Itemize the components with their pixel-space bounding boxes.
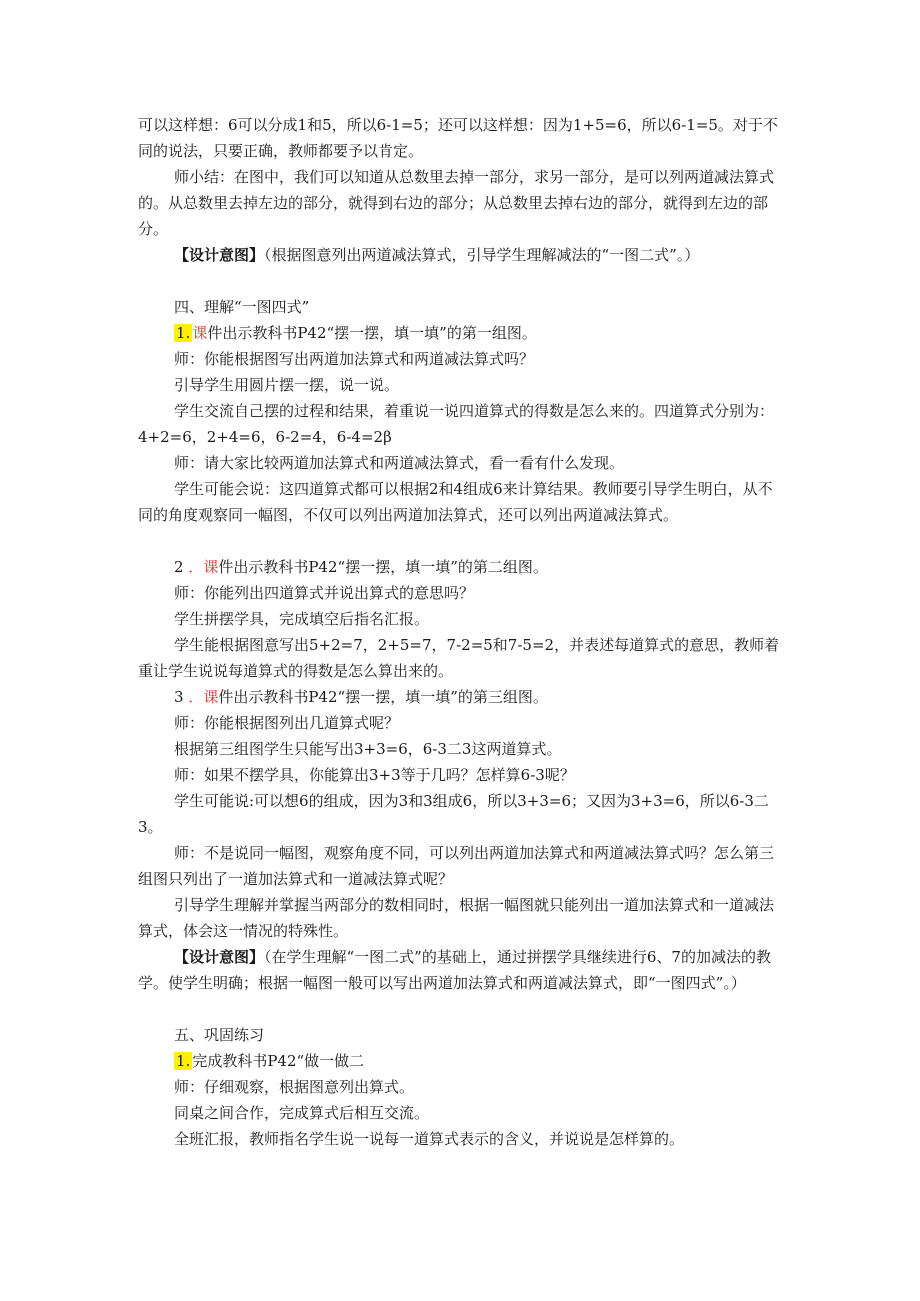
paragraph: 学生能根据图意写出5+2=7，2+5=7，7-2=5和7-5=2，并表述每道算式的意思，教师着重让学生说说每道算式的得数是怎么算出来的。 [138,636,780,680]
design-intent-2 [138,944,783,996]
paragraph: 引导学生理解并掌握当两部分的数相同时，根据一幅图就只能列出一道加法算式和一道减法算式，体会这一情况的特殊性。 [138,896,775,940]
paragraph: 师：不是说同一幅图，观察角度不同，可以列出两道加法算式和两道减法算式吗？怎么第三组图只列出了一道加法算式和一道减法算式呢？ [138,844,775,888]
paragraph: 可以这样想：6可以分成1和5，所以6-1=5；还可以这样想：因为1+5=6，所以6-1=5。对于不同的说法，只要正确，教师都要予以肯定。 [138,116,778,160]
paragraph: 师：你能列出四道算式并说出算式的意思吗？ [174,584,475,602]
section-heading-4: 四、理解“一图四式” [174,298,310,316]
paragraph: 师：你能根据图列出几道算式呢？ [174,714,400,732]
step-number: 3 [174,688,184,706]
paragraph: 师：仔细观察，根据图意列出算式。 [174,1078,415,1096]
step-text: 完成教科书P42“做一做二 [192,1052,365,1070]
step-text: 件出示教科书P42“摆一摆，填一填”的第一组图。 [207,324,537,342]
step-1 [138,320,783,346]
design-intent-1 [138,242,748,268]
paragraph: 师：如果不摆学具，你能算出3+3等于几吗？怎样算6-3呢？ [174,766,575,784]
step-red-char: ．课 [188,688,219,706]
step-number-highlight: 1. [176,324,191,342]
paragraph: 全班汇报，教师指名学生说一说每一道算式表示的含义，并说说是怎样算的。 [174,1130,685,1148]
paragraph: 学生交流自己摆的过程和结果，着重说一说四道算式的得数是怎么来的。四道算式分别为：4+2=6，2+4=6，6-2=4，6-4=2β [138,402,775,446]
design-intent-text: （在学生理解“一图二式”的基础上，通过拼摆学具继续进行6、7的加减法的教学。使学生明确；根据一幅图一般可以写出两道加法算式和两道减法算式，即“一图四式”。） [138,948,771,992]
step-3 [138,684,783,710]
paragraph: 同桌之间合作，完成算式后相互交流。 [174,1104,430,1122]
step-number: 2 [174,558,184,576]
practice-step-1 [138,1048,783,1074]
step-number-highlight: 1. [176,1052,191,1070]
design-intent-label: 【设计意图】 [174,246,265,264]
paragraph: 根据第三组图学生只能写出3+3=6，6-3二3这两道算式。 [174,740,562,758]
section-heading-5: 五、巩固练习 [174,1026,265,1044]
step-2 [138,554,783,580]
paragraph-teacher-summary: 师小结：在图中，我们可以知道从总数里去掉一部分，求另一部分，是可以列两道减法算式的。从总数里去掉左边的部分，就得到右边的部分；从总数里去掉右边的部分，就得到左边的部分。 [138,168,775,238]
design-intent-label: 【设计意图】 [174,948,265,966]
paragraph: 师：请大家比较两道加法算式和两道减法算式，看一看有什么发现。 [174,454,625,472]
step-text: 件出示教科书P42“摆一摆，填一填”的第三组图。 [218,688,548,706]
step-red-char: ．课 [188,558,219,576]
paragraph: 学生拼摆学具，完成填空后指名汇报。 [174,610,430,628]
step-text: 件出示教科书P42“摆一摆，填一填”的第二组图。 [218,558,548,576]
paragraph: 师：你能根据图写出两道加法算式和两道减法算式吗？ [174,350,535,368]
design-intent-text: （根据图意列出两道减法算式，引导学生理解减法的“一图二式”。） [264,246,700,264]
paragraph: 学生可能说:可以想6的组成，因为3和3组成6，所以3+3=6；又因为3+3=6，所以6-3二3。 [138,792,769,836]
paragraph: 学生可能会说：这四道算式都可以根据2和4组成6来计算结果。教师要引导学生明白，从不同的角度观察同一幅图，不仅可以列出两道加法算式，还可以列出两道减法算式。 [138,480,773,524]
paragraph: 引导学生用圆片摆一摆，说一说。 [174,376,400,394]
step-red-char: 课 [192,324,208,342]
